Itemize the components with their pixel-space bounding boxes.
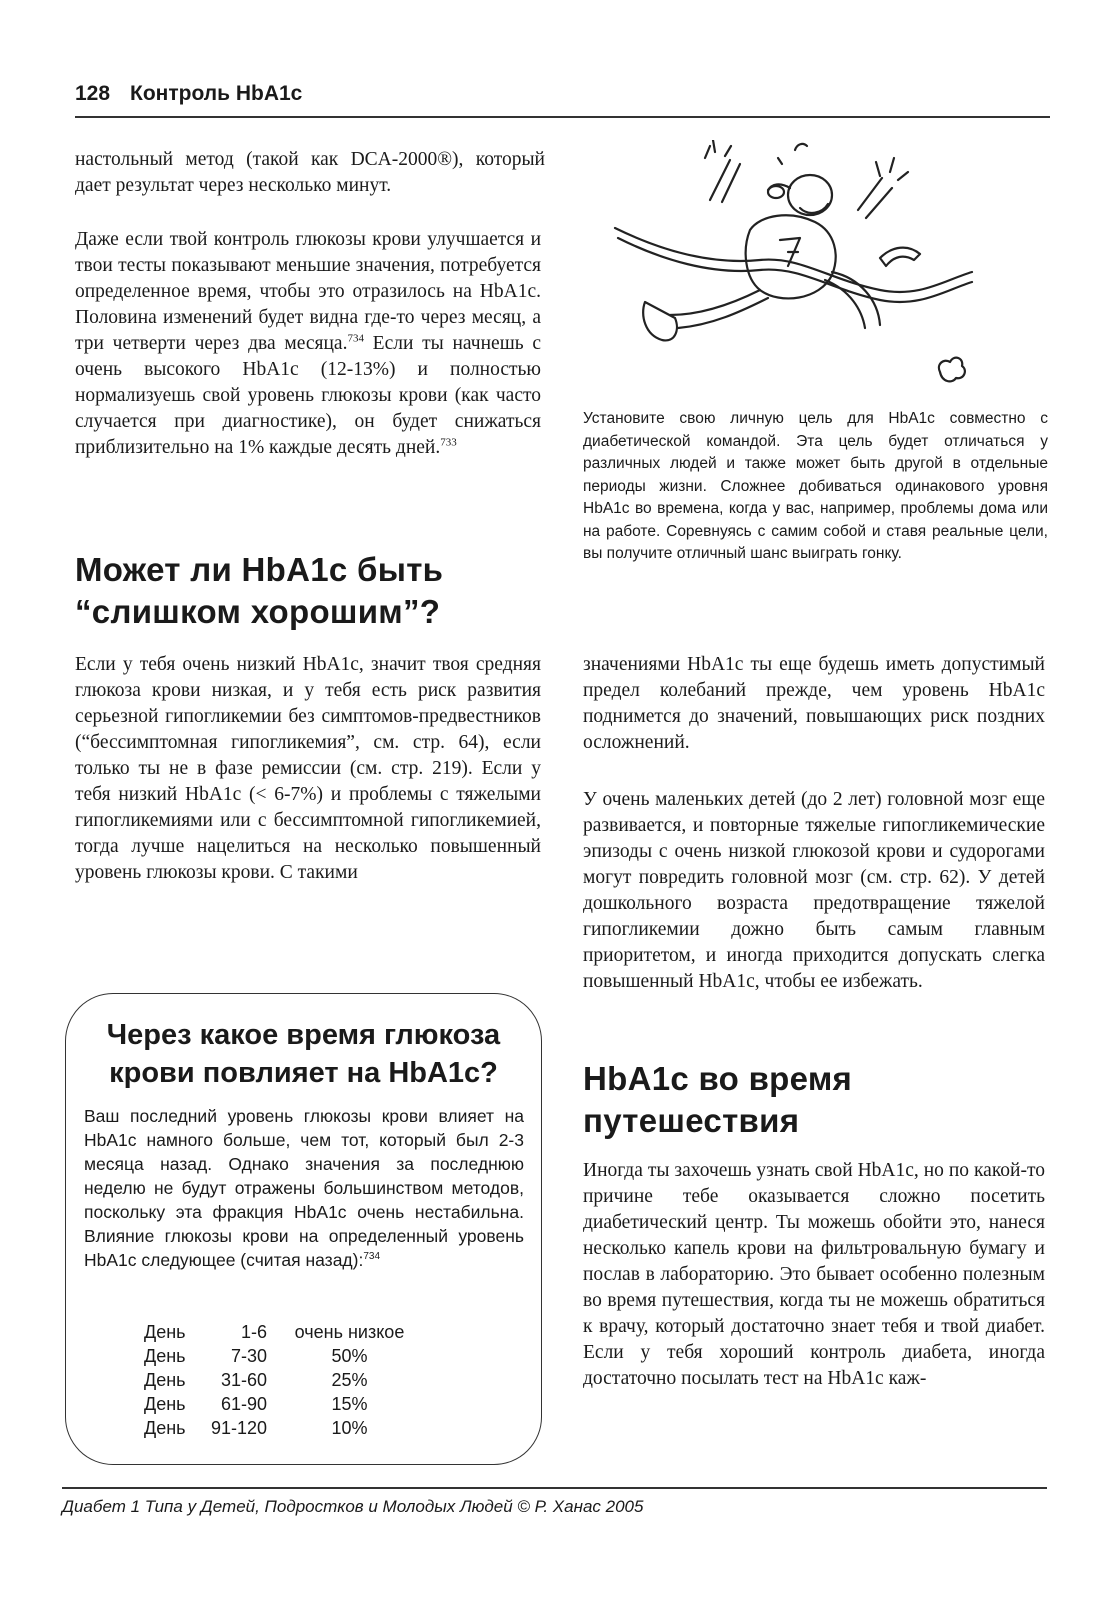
row-range: 61-90 xyxy=(220,1394,267,1414)
footer-rule xyxy=(62,1487,1047,1489)
box-body xyxy=(84,1104,524,1272)
runner-number-7-illustration xyxy=(600,140,990,390)
row-label: День xyxy=(144,1418,186,1438)
paragraph-1: настольный метод (такой как DCA-2000®), который дает результат через несколько минут. xyxy=(75,149,545,196)
section-heading-too-good: Может ли HbA1c быть “слишком хорошим”? xyxy=(75,551,444,630)
page-footer: Диабет 1 Типа у Детей, Подростков и Молодых Людей © Р. Ханас 2005 xyxy=(62,1497,644,1516)
row-value: очень низкое xyxy=(294,1322,405,1342)
footnote-ref: 734 xyxy=(363,1251,381,1263)
paragraph-4: значениями HbA1c ты еще будешь иметь допустимый предел колебаний прежде, чем уровень HbA1c поднимется до значений, повышающих риск поздних осложнений. xyxy=(583,654,1045,753)
paragraph-2 xyxy=(75,227,541,461)
paragraph-2-text-b: Если ты начнешь с очень высокого HbA1c (12-13%) и полностью нормализуешь свой уровень глюкозы крови (как часто случается при диагностике), он будет снижаться приблизительно на 1% каждые десять дней. xyxy=(75,333,541,458)
row-range: 1-6 xyxy=(240,1322,267,1342)
footnote-ref: 734 xyxy=(347,332,364,345)
row-label: День xyxy=(144,1322,186,1342)
box-title: Через какое время глюкоза крови повлияет на HbA1c? xyxy=(106,1019,501,1089)
illustration-caption: Установите свою личную цель для HbA1c совместно с диабетической командой. Эта цель будет отличаться у различных людей и также может быть другой в отдельные периоды жизни. Сложнее добиваться одинакового уровня HbA1c во времена, когда у вас, например, проблемы дома или на работе. Соревнуясь с самим собой и ставя реальные цели, вы получите отличный шанс выиграть гонку. xyxy=(583,410,1048,562)
sidebar-box xyxy=(65,993,542,1465)
section-heading-travel: HbA1c во время путешествия xyxy=(583,1060,853,1139)
table-row xyxy=(144,1392,432,1416)
row-range: 7-30 xyxy=(230,1346,267,1366)
row-label: День xyxy=(144,1394,186,1414)
running-title: Контроль HbA1c xyxy=(130,82,303,105)
row-range: 91-120 xyxy=(210,1418,267,1438)
glucose-influence-table xyxy=(144,1320,432,1440)
paragraph-5: У очень маленьких детей (до 2 лет) головной мозг еще развивается, и повторные тяжелые гипогликемические эпизоды с очень низкой глюкозой крови и судорогами могут повредить головной мозг (см. стр. 62). У детей дошкольного возраста предотвращение тяжелой гипогликемии дожно быть самым главным приоритетом, и иногда приходится допускать слегка повышенный HbA1c, чтобы ее избежать. xyxy=(583,789,1045,992)
table-row xyxy=(144,1368,432,1392)
row-value: 25% xyxy=(331,1370,368,1390)
row-range: 31-60 xyxy=(220,1370,267,1390)
box-body-text: Ваш последний уровень глюкозы крови влияет на HbA1c намного больше, чем тот, который был 2-3 месяца назад. Однако значения за последнюю неделю не будут отражены большинством методов, поскольку эта фракция HbA1c очень нестабильна. Влияние глюкозы крови на определенный уровень HbA1c следующее (считая назад): xyxy=(84,1106,524,1270)
row-label: День xyxy=(144,1370,186,1390)
paragraph-3: Если у тебя очень низкий HbA1c, значит твоя средняя глюкоза крови низкая, и у тебя есть риск развития серьезной гипогликемии без симптомов-предвестников (“бессимптомная гипогликемия”, см. стр. 64), если только ты не в фазе ремиссии (см. стр. 219). Если у тебя низкий HbA1c (< 6-7%) и проблемы с тяжелыми гипогликемиями или с бессимптомной гипогликемией, тогда лучше нацелиться на несколько повышенный уровень глюкозы крови. С такими xyxy=(75,654,541,883)
table-row xyxy=(144,1344,432,1368)
table-row xyxy=(144,1320,432,1344)
paragraph-6: Иногда ты захочешь узнать свой HbA1c, но по какой-то причине тебе оказывается сложно посетить диабетический центр. Ты можешь обойти это, нанеся несколько капель крови на фильтровальную бумагу и послав в лабораторию. Это бывает особенно полезным во время путешествия, когда ты не можешь обратиться к врачу, который достаточно знает тебя и твой диабет. Если у тебя хороший контроль диабета, иногда достаточно посылать тест на HbA1c каж- xyxy=(583,1160,1045,1389)
row-value: 10% xyxy=(331,1418,368,1438)
footnote-ref: 733 xyxy=(440,436,457,449)
page-header xyxy=(75,82,1050,118)
paragraph-2-text: Даже если твой контроль глюкозы крови улучшается и твои тесты показывают меньшие значения, потребуется определенное время, чтобы это отразилось на HbA1c. Половина изменений будет видна где-то через месяц, а три четверти через два месяца. xyxy=(75,229,541,354)
page-number: 128 xyxy=(75,82,111,105)
row-label: День xyxy=(144,1346,186,1366)
table-row xyxy=(144,1416,432,1440)
row-value: 50% xyxy=(331,1346,368,1366)
row-value: 15% xyxy=(331,1394,368,1414)
